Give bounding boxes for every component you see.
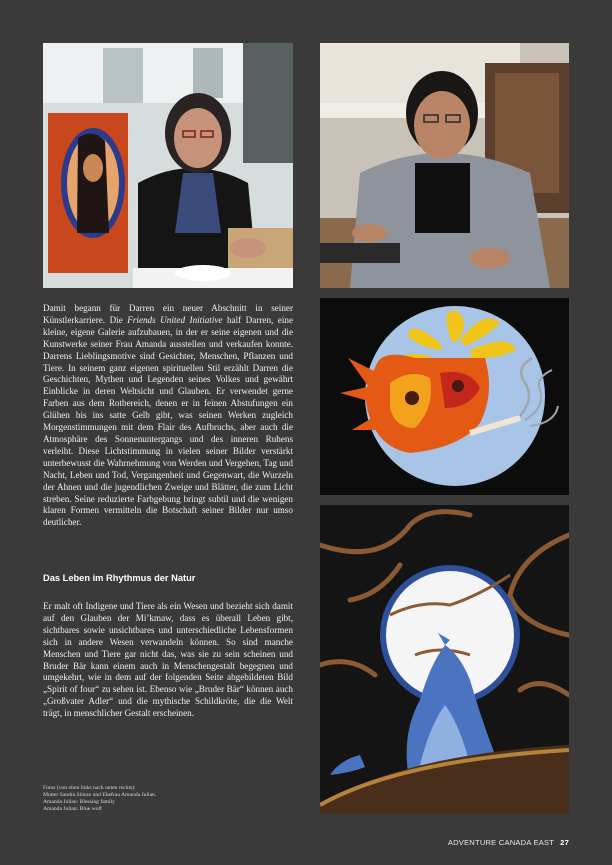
para1-start: Damit begann für Darren ein neuer Abschnitt in seiner Künstlerkarriere. Die xyxy=(43,303,293,325)
para1-end: half Darren, eine kleine, eigene Galerie aufzubauen, in der er seine eigenen und die Kunstwerke seiner Frau Amanda ausstellen und verkaufen konnte. Darrens Lieblingsmotive sind Gesichter, Menschen, Pflanzen und Tiere. In seinem ganz eigenen spirituellen Stil erzählt Darren die Geschichten, Mythen und Legenden seines Volkes und gewährt Einblicke in deren Weltsicht und Glauben. Er verwendet gerne Farben aus dem Rotbereich, denen er in feinen Abstufungen ein Glühen bis ins satte Gelb gibt, was seinen Werken zugleich Morgenstimmungen mit dem Flair des Aufbruchs, aber auch die Atmosphäre des Sonnenuntergangs und des inneren Ruhens verleiht. Diese Lichtstimmung in vielen seiner Bilder verstärkt unterbewusst die Wahrnehmung von Werden und Vergehen, Tag und Nacht, Leben und Tod, Vergangenheit und Gegenwart, die Wurzeln der Ahnen und die jugendlichen Zweige und Blätter, die zum Licht streben. Seine reduzierte Farbgebung bringt subtil und die wenigen klaren Formen vermitteln die Botschaft seiner Bilder nur umso deutlicher. xyxy=(43,314,293,528)
publication-name: ADVENTURE CANADA EAST xyxy=(447,838,555,847)
credit-line: Mutter Sandra Simon und Ehefrau Amanda Julian. xyxy=(43,792,157,798)
credit-line: Fotos (von oben links nach unten rechts): xyxy=(43,785,136,791)
section-heading: Das Leben im Rhythmus der Natur xyxy=(43,573,196,583)
paragraph-text xyxy=(43,303,293,529)
credit-line: Amanda Julian: Blue wolf xyxy=(43,806,102,812)
page-footer xyxy=(448,838,569,847)
article-paragraph-2 xyxy=(43,601,293,720)
painting-blue-wolf xyxy=(320,505,569,814)
initiative-name: Friends United Initiative xyxy=(127,314,223,325)
page-number: 27 xyxy=(560,838,569,847)
painting-sun-face xyxy=(320,298,569,495)
photo-credits xyxy=(43,785,293,813)
credit-line: Amanda Julian: Blessing family xyxy=(43,799,115,805)
photo-woman-at-table xyxy=(320,43,569,288)
article-paragraph-1 xyxy=(43,303,293,529)
paragraph-text: Er malt oft Indigene und Tiere als ein Wesen und bezieht sich damit auf den Glauben der Mi’kmaw, dass es überall Leben gibt, sichtbares sowie unsichtbares und unterschiedliche Lebensformen sich in andere Wesen verwandeln können. So sind manche Menschen und Tiere gar nicht das, was sie zu sein scheinen und Bruder Bär kann einem auch in Menschengestalt begegnen und umgekehrt, wie in dem auf der folgenden Seite abgebildeten Bild „Spirit of four“ zu sehen ist. Ebenso wie „Bruder Bär“ können auch „Großvater Adler“ und die mythische Schildkröte, die die Welt trägt, in menschlicher Gestalt erscheinen. xyxy=(43,601,293,719)
section-heading-container xyxy=(43,573,293,583)
photo-woman-with-painting xyxy=(43,43,293,288)
